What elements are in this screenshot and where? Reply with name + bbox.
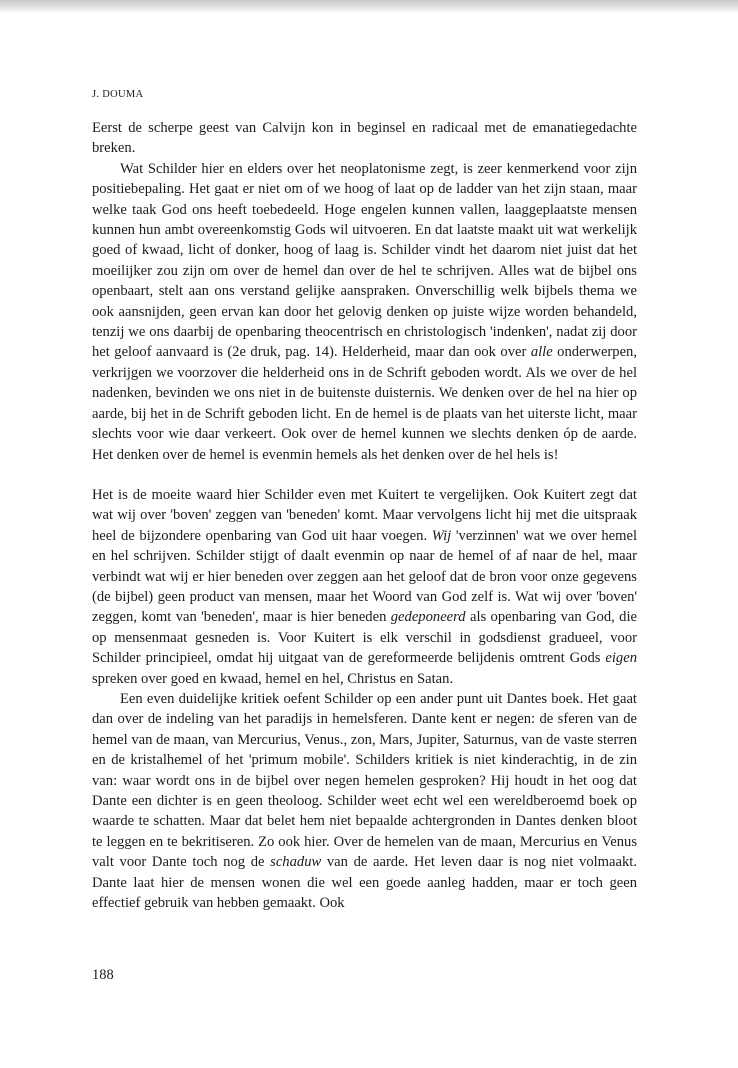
text-run: als openbaring van God, die op mensenmaat gesneden is. Voor Kuitert is elk verschil in godsdienst gradueel, voor Schilder principieel, omdat hij uitgaat van de gereformeerde belijdenis omtrent Gods	[92, 609, 637, 667]
paragraph	[92, 689, 637, 913]
text-run: Eerst de scherpe geest van Calvijn kon in beginsel en radicaal met de emanatiegedachte breken.	[92, 120, 637, 157]
emphasis: alle	[530, 344, 553, 361]
paragraph	[92, 118, 637, 159]
text-run: spreken over goed en kwaad, hemel en hel, Christus en Satan.	[92, 670, 454, 687]
text-run: Wat Schilder hier en elders over het neoplatonisme zegt, is zeer kenmerkend voor zijn positiebepaling. Het gaat er niet om of we hoog of laat op de ladder van het zijn staan, maar welke taak God ons heeft toebedeeld. Hoge engelen kunnen vallen, laaggeplaatste mensen kunnen hun ambt overeenkomstig Gods wil uitvoeren. En dat laatste maakt uit wat werkelijk goed of kwaad, licht of donker, hoog of laag is. Schilder vindt het daarom niet juist dat het moeilijker zou zijn om over de hemel dan over de hel te schrijven. Alles wat de bijbel ons openbaart, stelt aan ons verstand gelijke aanspraken. Onverschillig welk bijbels thema we ook aansnijden, geen ervan kan door het gelovig denken op juiste wijze worden behandeld, tenzij we ons daarbij de openbaring theocentrisch en christologisch 'indenken', nadat zij door het geloof aanvaard is (2e druk, pag. 14). Helderheid, maar dan ook over	[92, 160, 637, 361]
body-text	[92, 118, 637, 913]
running-head: J. DOUMA	[92, 89, 144, 100]
text-run: van de aarde. Het leven daar is nog niet volmaakt. Dante laat hier de mensen wonen die wel een goede aanleg hadden, maar er toch geen effectief gebruik van hebben gemaakt. Ook	[92, 854, 637, 912]
emphasis: schaduw	[270, 854, 322, 871]
text-run: Het is de moeite waard hier Schilder even met Kuitert te vergelijken. Ook Kuitert zegt dat wat wij over 'boven' zeggen van 'beneden' komt. Maar vervolgens licht hij met die uitspraak heel de bijzondere openbaring van God uit haar voegen.	[92, 486, 637, 544]
paragraph	[92, 159, 637, 465]
paragraph	[92, 485, 637, 689]
page-number: 188	[92, 967, 114, 983]
text-run: Een even duidelijke kritiek oefent Schilder op een ander punt uit Dantes boek. Het gaat dan over de indeling van het paradijs in hemelsferen. Dante kent er negen: de sferen van de hemel van de maan, van Mercurius, Venus., zon, Mars, Jupiter, Saturnus, van de vaste sterren en de kristalhemel of het 'primum mobile'. Schilders kritiek is niet kinderachtig, in de zin van: waar wordt ons in de bijbel over negen hemelen gesproken? Hij houdt in het oog dat Dante een dichter is en geen theoloog. Schilder weet echt wel een wereldberoemd boek op waarde te schatten. Maar dat belet hem niet bepaalde achtergronden in Dantes denken bloot te leggen en te bekritiseren. Zo ook hier. Over de hemelen van de maan, Mercurius en Venus valt voor Dante toch nog de	[92, 690, 637, 871]
emphasis: eigen	[605, 650, 637, 667]
emphasis: Wij	[431, 527, 452, 544]
text-run: 'verzinnen' wat we over hemel en hel schrijven. Schilder stijgt of daalt evenmin op naar de hemel of af naar de hel, maar verbindt wat wij er hier beneden over zeggen aan het geloof dat de bron voor onze gegevens (de bijbel) geen product van mensen, maar het Woord van God zelf is. Wat wij over 'boven' zeggen, komt van 'beneden', maar is hier beneden	[92, 527, 637, 626]
emphasis: gedeponeerd	[390, 609, 466, 626]
scan-top-edge	[0, 0, 738, 13]
text-run: onderwerpen, verkrijgen we voorzover die helderheid ons in de Schrift geboden wordt. Als we over de hel nadenken, bevinden we ons niet in de buitenste duisternis. We denken over de hel na hier op aarde, bij het in de Schrift geboden licht. En de hemel is de plaats van het uiterste licht, maar slechts voor wie daar verkeert. Ook over de hemel kunnen we slechts denken óp de aarde. Het denken over de hemel is evenmin hemels als het denken over de hel hels is!	[92, 344, 637, 463]
